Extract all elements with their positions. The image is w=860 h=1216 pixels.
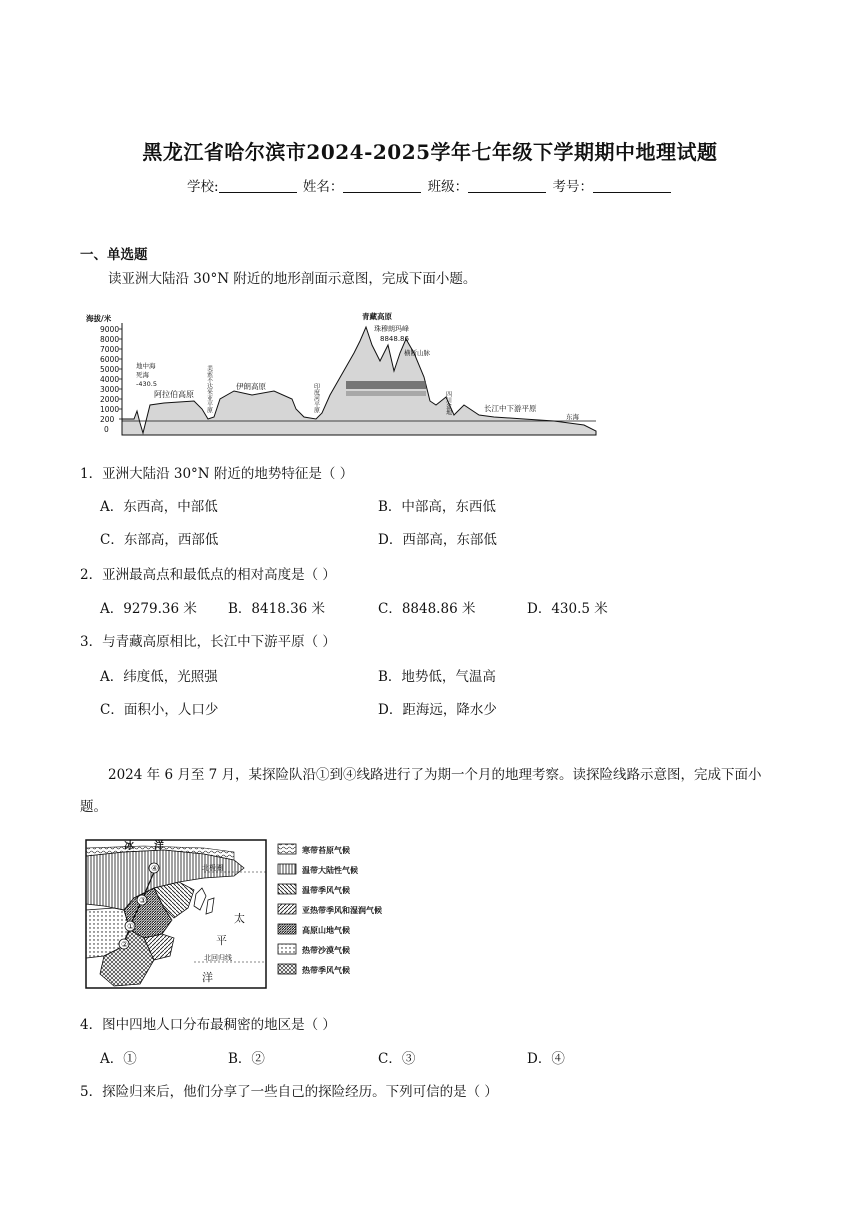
y-tick: 3000: [100, 385, 120, 394]
y-tick: 1000: [100, 405, 120, 414]
pacific-label-tai: 太: [234, 912, 245, 925]
east-sea-label: 东海: [566, 413, 579, 421]
q4-option-b[interactable]: B．②: [228, 1051, 265, 1067]
q3-option-a[interactable]: A．纬度低，光照强: [100, 669, 218, 685]
legend-item: 温带季风气候: [302, 886, 350, 895]
legend-item: 温带大陆性气候: [302, 866, 358, 875]
q1-option-b[interactable]: B．中部高，东西低: [378, 499, 496, 515]
yangtze-plain-label: 长江中下游平原: [484, 404, 537, 413]
q1-option-a[interactable]: A．东西高，中部低: [100, 499, 218, 515]
dead-sea-label: [136, 361, 157, 388]
q3-option-c[interactable]: C．面积小，人口少: [100, 702, 219, 718]
y-tick: 8000: [100, 335, 120, 344]
name-blank[interactable]: [343, 178, 421, 193]
indus-plain-label: 印度河平原: [312, 383, 320, 413]
pacific-label-yang: 洋: [202, 971, 213, 984]
label-line: 死海: [136, 371, 149, 379]
y-tick: 5000: [100, 365, 120, 374]
label-line: -430.5: [136, 380, 157, 388]
route-point-3: ③: [139, 896, 147, 905]
exam-number-label: 考号：: [552, 179, 593, 195]
q3-option-d[interactable]: D．距海远，降水少: [378, 702, 497, 718]
question-2-stem: 2．亚洲最高点和最低点的相对高度是（ ）: [80, 567, 336, 583]
terrain-profile-figure: [84, 305, 604, 440]
legend-item: 亚热带季风和湿润气候: [302, 906, 382, 915]
q4-option-c[interactable]: C．③: [378, 1051, 416, 1067]
tropic-label: 北回归线: [204, 954, 232, 962]
q2-option-a[interactable]: A．9279.36 米: [100, 601, 197, 617]
arctic-circle-label: 北极圈: [202, 864, 223, 872]
question-5-stem: 5．探险归来后，他们分享了一些自己的探险经历。下列可信的是（ ）: [80, 1084, 498, 1100]
question-4-stem: 4．图中四地人口分布最稠密的地区是（ ）: [80, 1017, 336, 1033]
pacific-label-ping: 平: [216, 934, 227, 947]
climate-legend: [278, 844, 382, 975]
q1-option-c[interactable]: C．东部高，西部低: [100, 532, 219, 548]
q2-option-d[interactable]: D．430.5 米: [527, 601, 608, 617]
everest-label: 珠穆朗玛峰: [374, 325, 409, 333]
legend-item: 热带沙漠气候: [302, 946, 350, 955]
y-tick: 200: [100, 415, 115, 424]
tibet-plateau-label: 青藏高原: [362, 312, 392, 321]
y-tick: 2000: [100, 395, 120, 404]
school-blank[interactable]: [219, 178, 297, 193]
route-point-1: ①: [127, 922, 135, 931]
y-axis-label: 海拔/米: [86, 314, 112, 323]
arctic-ocean-label: 冰 洋: [124, 841, 164, 852]
question-3-stem: 3．与青藏高原相比，长江中下游平原（ ）: [80, 634, 336, 650]
legend-item: 寒带苔原气候: [302, 846, 350, 855]
intro-paragraph-1: 读亚洲大陆沿 30°N 附近的地形剖面示意图，完成下面小题。: [108, 271, 477, 287]
route-map-figure: [84, 838, 424, 990]
intro-paragraph-2: 2024 年 6 月至 7 月，某探险队沿①到④线路进行了为期一个月的地理考察。读探险线路示意图，完成下面小题。: [80, 767, 762, 815]
y-tick: 9000: [100, 325, 120, 334]
y-tick: 7000: [100, 345, 120, 354]
iran-plateau-label: 伊朗高原: [236, 382, 266, 391]
school-label: 学校:: [187, 179, 219, 195]
question-1-stem: 1．亚洲大陆沿 30°N 附近的地势特征是（ ）: [80, 466, 354, 482]
student-info-line: [0, 175, 860, 195]
y-tick: 0: [104, 425, 109, 434]
q3-option-b[interactable]: B．地势低，气温高: [378, 669, 496, 685]
class-blank[interactable]: [468, 178, 546, 193]
q1-option-d[interactable]: D．西部高，东部低: [378, 532, 497, 548]
section-heading: 一、单选题: [80, 247, 148, 263]
sichuan-basin-label: 四川盆地: [444, 391, 452, 415]
q2-option-c[interactable]: C．8848.86 米: [378, 601, 476, 617]
name-label: 姓名：: [302, 179, 344, 195]
arabian-plateau-label: 阿拉伯高原: [154, 390, 194, 399]
q2-option-b[interactable]: B．8418.36 米: [228, 601, 326, 617]
y-tick: 4000: [100, 375, 120, 384]
label-line: 地中海: [136, 362, 156, 370]
q4-option-a[interactable]: A．①: [100, 1051, 137, 1067]
q4-option-d[interactable]: D．④: [527, 1051, 565, 1067]
exam-number-blank[interactable]: [593, 178, 671, 193]
class-label: 班级：: [427, 179, 469, 195]
mesopotamia-label: 美索不达米亚平原: [205, 365, 213, 413]
legend-item: 热带季风气候: [302, 966, 350, 975]
hengduan-label: 横断山脉: [404, 349, 430, 357]
legend-item: 高原山地气候: [302, 926, 350, 935]
route-point-2: ②: [121, 940, 129, 949]
everest-height-label: 8848.86: [380, 335, 409, 343]
page-title: 黑龙江省哈尔滨市2024-2025学年七年级下学期期中地理试题: [142, 140, 718, 164]
y-tick: 6000: [100, 355, 120, 364]
route-point-4: ④: [151, 864, 159, 873]
